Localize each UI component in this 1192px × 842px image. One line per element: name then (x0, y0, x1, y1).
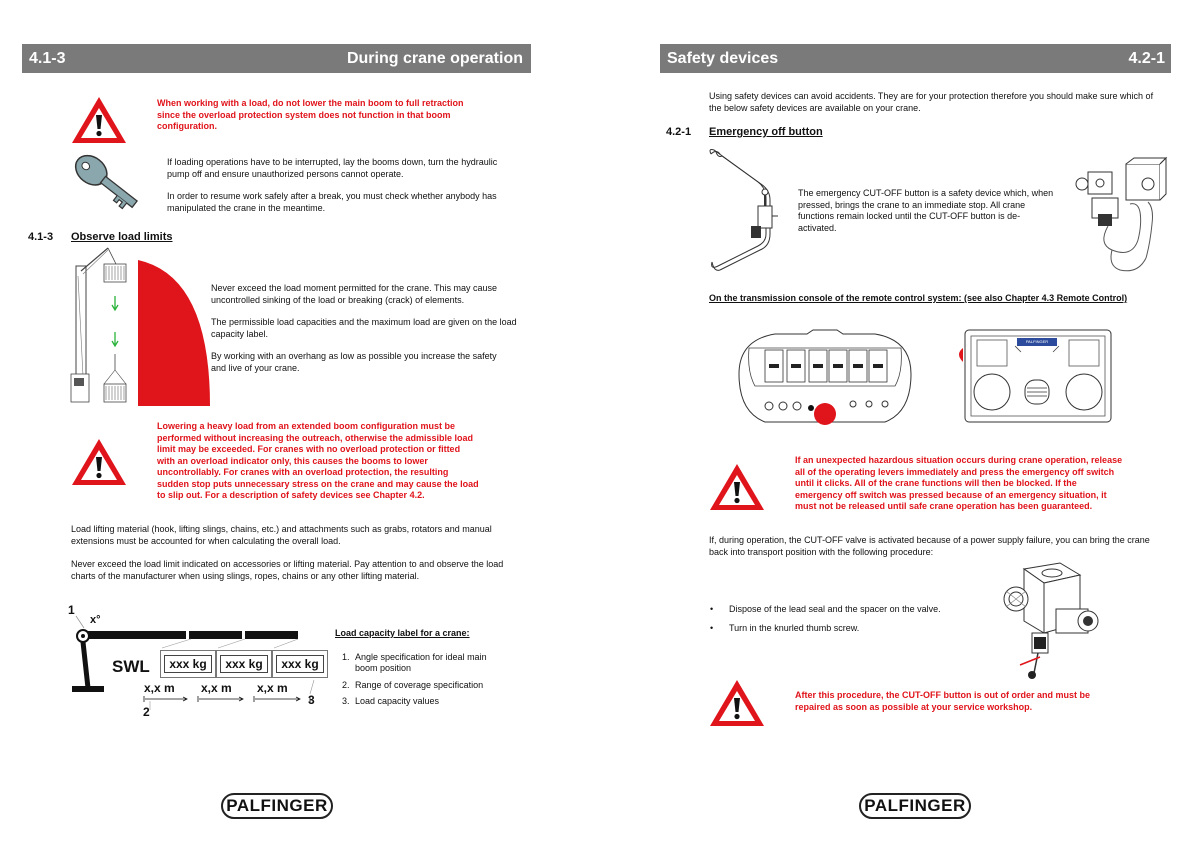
left-limit-para-3: By working with an overhang as low as possible you increase the safety and live of your crane. (211, 351, 497, 373)
list-item: 1. Angle specification for ideal main boom position (352, 652, 510, 675)
left-key-para-1: If loading operations have to be interrupted, lay the booms down, turn the hydraulic pump off and ensure unauthorized persons cannot operate. (167, 157, 498, 179)
right-section-title: Emergency off button (709, 126, 823, 138)
right-header-number: 4.2-1 (1128, 50, 1165, 67)
left-section-number: 4.1-3 (28, 231, 54, 243)
warning-triangle-icon (707, 461, 767, 513)
diagram-range-1: x,x m (144, 681, 175, 695)
left-header-title: During crane operation (346, 50, 523, 67)
diagram-range-3: x,x m (257, 681, 288, 695)
remote-console-illustration (735, 328, 915, 428)
list-item: • Turn in the knurled thumb screw. (709, 623, 989, 635)
right-warning-2: After this procedure, the CUT-OFF button is out of order and must be repaired as soon as possible at your service workshop. (795, 690, 1091, 712)
warning-triangle-icon (707, 677, 767, 729)
right-section-heading (666, 126, 823, 138)
capacity-label-block (335, 628, 510, 713)
left-key-para-2: In order to resume work safely after a break, you must check whether anybody has manipulated the crane in the meantime. (167, 191, 497, 213)
left-material-para: Load lifting material (hook, lifting slings, chains, etc.) and attachments such as grabs, rotators and manual extensions must be accounted for when calculating the overall load. (71, 524, 492, 546)
console-brand-label: PALFINGER (1017, 338, 1057, 346)
diagram-kg-box-1 (160, 650, 216, 678)
right-intro: Using safety devices can avoid accidents. They are for your protection therefore you should make sure which of the below safety devices are available on your crane. (709, 91, 1154, 113)
crane-load-illustration (68, 246, 210, 406)
cutoff-valve-illustration (1000, 561, 1110, 681)
right-header (660, 44, 1171, 73)
diagram-number-3: 3 (308, 693, 315, 707)
right-warning-1: If an unexpected hazardous situation occurs during crane operation, release all of the operating levers immediately and press the emergency off switch until it clicks. All of the crane functions will then be blocked. If the emergency off switch was pressed because of an emergency situation, it must not be released until safe crane operation has been guaranteed. (795, 455, 1123, 511)
left-palfinger-logo: PALFINGER (221, 793, 333, 819)
remote-console-top-illustration (963, 328, 1113, 424)
right-palfinger-logo: PALFINGER (859, 793, 971, 819)
left-section-title: Observe load limits (71, 231, 173, 243)
emergency-valve-box-illustration (1068, 154, 1170, 274)
diagram-swl: SWL (112, 657, 150, 676)
right-procedure-list (709, 604, 989, 641)
right-failure-para: If, during operation, the CUT-OFF valve is activated because of a power supply failure, you can bring the crane back into transport position with the following procedure: (709, 535, 1150, 557)
diagram-range-2: x,x m (201, 681, 232, 695)
diagram-kg-box-2 (216, 650, 272, 678)
diagram-number-2: 2 (143, 705, 150, 719)
left-limit-para-1: Never exceed the load moment permitted for the crane. This may cause uncontrolled sinking of the load or breaking (crack) of elements. (211, 283, 497, 305)
right-header-title: Safety devices (667, 50, 779, 67)
warning-triangle-icon (69, 436, 129, 488)
left-header-number: 4.1-3 (29, 50, 66, 67)
diagram-angle-label: x° (90, 614, 101, 626)
capacity-label-title: Load capacity label for a crane: (335, 628, 470, 638)
diagram-number-1: 1 (68, 603, 75, 617)
left-header (22, 44, 531, 73)
capacity-label-list (335, 652, 510, 708)
warning-triangle-icon (69, 94, 129, 146)
emergency-text: The emergency CUT-OFF button is a safety device which, when pressed, brings the crane to an immediate stop. All crane functions remain locked until the CUT-OFF button is de-activated. (798, 188, 1054, 233)
list-item: 3. Load capacity values (352, 696, 510, 708)
left-warning-2: Lowering a heavy load from an extended boom configuration must be performed without increasing the outreach, otherwise the admissible load limit may be exceeded. For cranes with no overload protection or fitted with an overload indicator only, this causes the booms to lower uncontrollably. For cranes with an overload protection, the resulting sudden stop puts unnecessary stress on the crane and may cause the load to slip out. For a description of safety devices see Chapter 4.2. (157, 421, 479, 500)
list-item: • Dispose of the lead seal and the spacer on the valve. (709, 604, 989, 616)
right-section-number: 4.2-1 (666, 126, 692, 138)
console-heading: On the transmission console of the remote control system: (see also Chapter 4.3 Remote Control) (709, 293, 1128, 303)
diagram-kg-value: xxx kg (220, 655, 268, 673)
load-capacity-diagram (64, 600, 334, 725)
emergency-switch-illustration (706, 146, 786, 274)
list-item: 2. Range of coverage specification (352, 680, 510, 692)
left-accessories-para: Never exceed the load limit indicated on accessories or lifting material. Pay attention to and observe the load charts of the manufacturer when using slings, ropes, chains or any other lifting material. (71, 559, 504, 581)
left-warning-1: When working with a load, do not lower the main boom to full retraction since the overload protection system does not function in that boom configuration. (157, 98, 464, 131)
diagram-kg-value: xxx kg (164, 655, 212, 673)
diagram-kg-value: xxx kg (276, 655, 324, 673)
left-section-heading (28, 231, 173, 243)
left-limit-para-2: The permissible load capacities and the maximum load are given on the load capacity label. (211, 317, 517, 339)
key-icon (68, 154, 150, 218)
diagram-kg-box-3 (272, 650, 328, 678)
